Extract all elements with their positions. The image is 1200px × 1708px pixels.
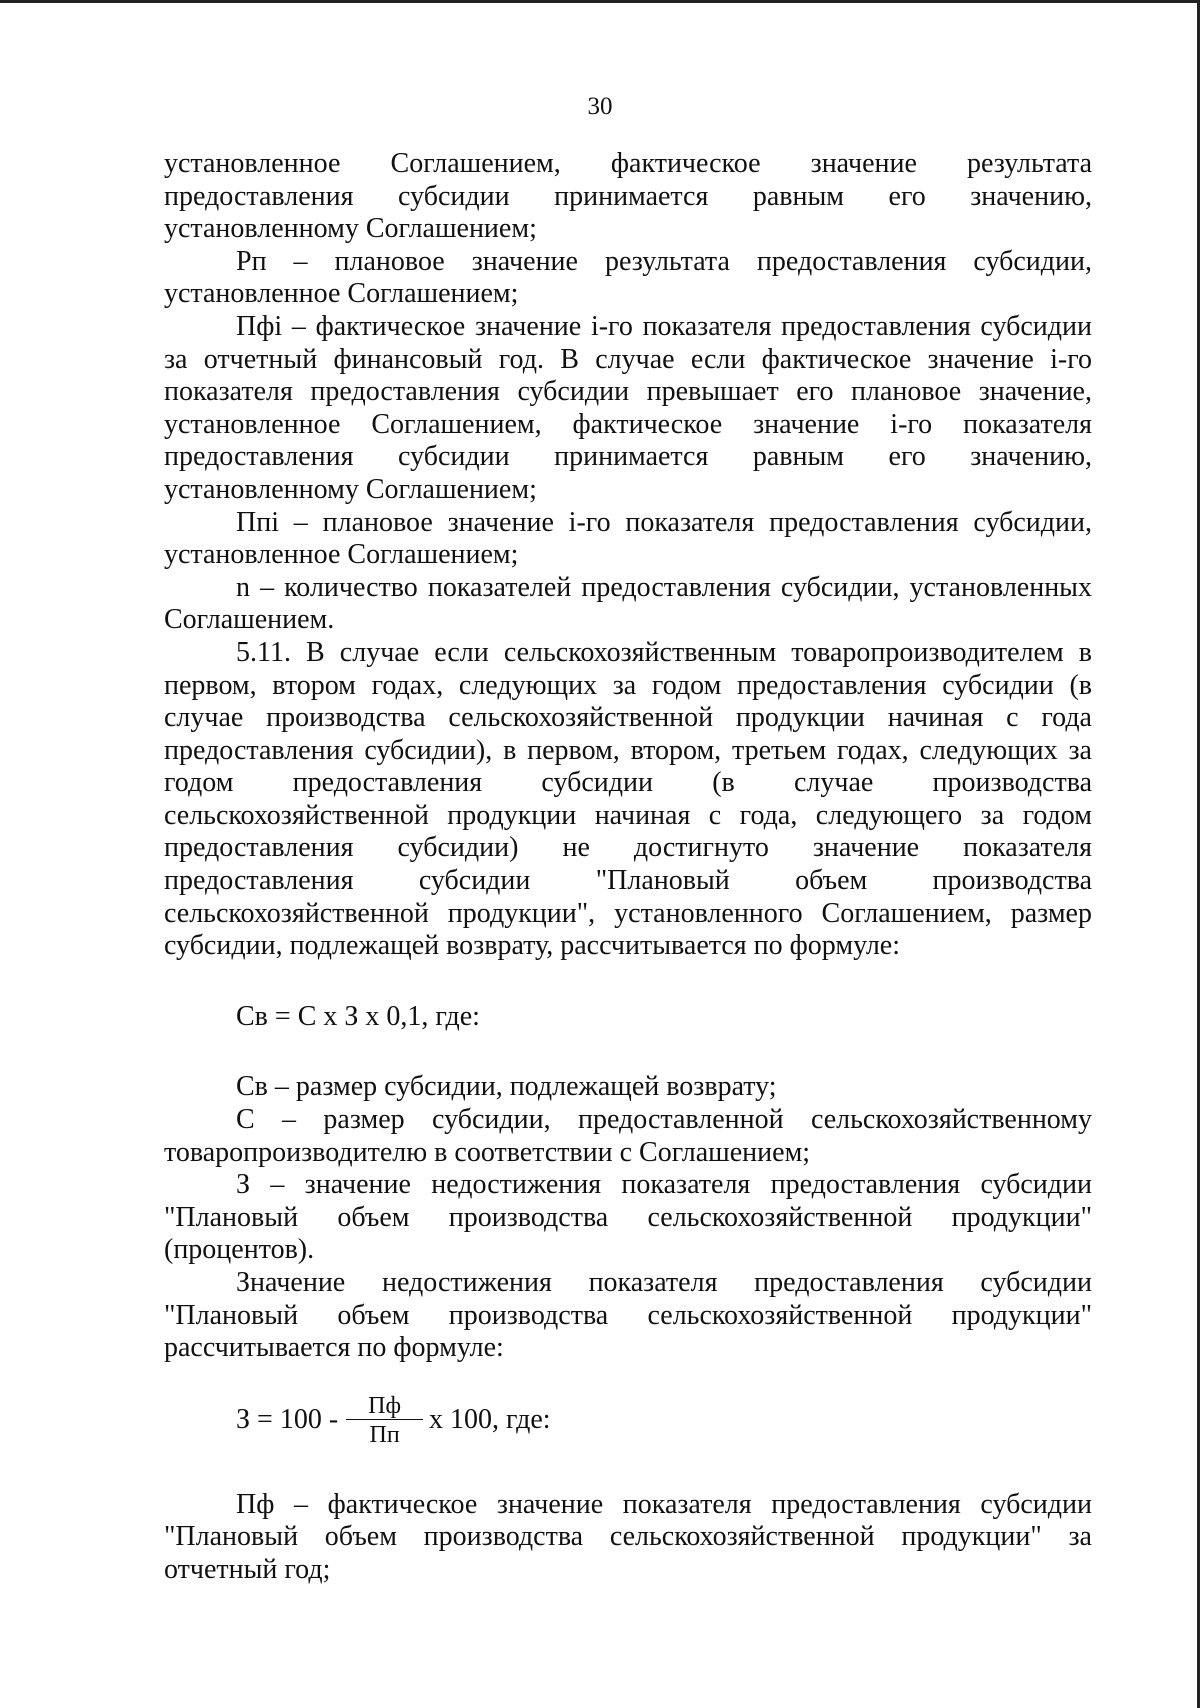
paragraph: установленное Соглашением, фактическое значение результата предоставления субсидии принимается равным его значению, установленному Соглашением; [164, 148, 1092, 245]
paragraph: Значение недостижения показателя предоставления субсидии "Плановый объем производства сельскохозяйственной продукции" рассчитывается по формуле: [164, 1267, 1092, 1364]
fraction-numerator: Пф [346, 1393, 423, 1420]
paragraph: Ппi – плановое значение i-го показателя предоставления субсидии, установленное Соглашением; [164, 506, 1092, 571]
formula-tail: х 100, где: [429, 1404, 551, 1436]
paragraph-5-11: 5.11. В случае если сельскохозяйственным товаропроизводителем в первом, втором годах, следующих за годом предоставления субсидии (в случае производства сельскохозяйственной продукции начиная с года предоставления субсидии), в первом, втором, третьем годах, следующих за годом предоставления субсидии (в случае производства сельскохозяйственной продукции начиная с года, следующего за годом предоставления субсидии) не достигнуто значение показателя предоставления субсидии "Плановый объем производства сельскохозяйственной продукции", установленного Соглашением, размер субсидии, подлежащей возврату, рассчитывается по формуле: [164, 636, 1092, 962]
paragraph: С – размер субсидии, предоставленной сельскохозяйственному товаропроизводителю в соответствии с Соглашением; [164, 1104, 1092, 1168]
page-number: 30 [587, 93, 613, 120]
paragraph: Пф – фактическое значение показателя предоставления субсидии "Плановый объем производства сельскохозяйственной продукции" за отчетный год; [164, 1488, 1092, 1585]
paragraph: Рп – плановое значение результата предоставления субсидии, установленное Соглашением; [164, 245, 1092, 310]
formula-refund: Св = С х З х 0,1, где: [236, 1000, 480, 1032]
formula-shortfall [164, 1389, 1092, 1453]
paragraph: n – количество показателей предоставления субсидии, установленных Соглашением. [164, 571, 1092, 636]
fraction-denominator: Пп [369, 1422, 400, 1449]
formula-term: 100 - [279, 1404, 339, 1436]
formula-lhs: З = [236, 1404, 273, 1436]
paragraph: З – значение недостижения показателя предоставления субсидии "Плановый объем производства сельскохозяйственной продукции" (процентов). [164, 1169, 1092, 1266]
document-body [164, 148, 1092, 1587]
formula-fraction [346, 1393, 423, 1448]
paragraph: Пфi – фактическое значение i-го показателя предоставления субсидии за отчетный финансовый год. В случае если фактическое значение i-го показателя предоставления субсидии превышает его плановое значение, установленное Соглашением, фактическое значение i-го показателя предоставления субсидии принимается равным его значению, установленному Соглашением; [164, 310, 1092, 505]
paragraph: Св – размер субсидии, подлежащей возврату; [236, 1071, 777, 1103]
